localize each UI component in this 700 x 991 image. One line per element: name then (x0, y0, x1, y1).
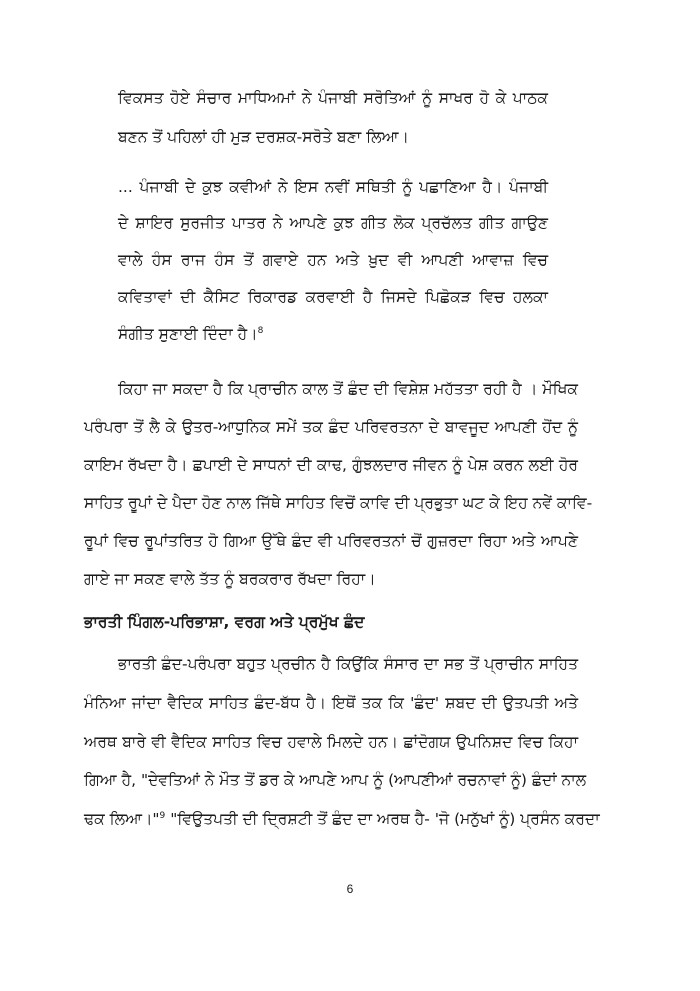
paragraph-line: ਪਰੰਪਰਾ ਤੋਂ ਲੈ ਕੇ ਉਤਰ-ਆਧੁਨਿਕ ਸਮੇਂ ਤਕ ਛੰਦ ਪਰਿਵਰਤਨਾ ਦੇ ਬਾਵਜੂਦ ਆਪਣੀ ਹੋਂਦ ਨੂੰ (84, 418, 578, 436)
quote-line: ਵਾਲੇ ਹੰਸ ਰਾਜ ਹੰਸ ਤੋਂ ਗਵਾਏ ਹਨ ਅਤੇ ਖ਼ੁਦ ਵੀ ਆਪਣੀ ਆਵਾਜ਼ ਵਿਚ (118, 251, 548, 269)
quote-last-line (118, 324, 548, 344)
footnote-ref: 9 (159, 810, 166, 821)
page-number: 6 (346, 882, 354, 896)
quote-line: ਬਣਨ ਤੋਂ ਪਹਿਲਾਂ ਹੀ ਮੁੜ ਦਰਸ਼ਕ-ਸਰੋਤੇ ਬਣਾ ਲਿਆ। (118, 128, 409, 146)
paragraph-line: ਗਿਆ ਹੈ, "ਦੇਵਤਿਆਂ ਨੇ ਮੌਤ ਤੋਂ ਡਰ ਕੇ ਆਪਣੇ ਆਪ ਨੂੰ (ਆਪਣੀਆਂ ਰਚਨਾਵਾਂ ਨੂੰ) ਛੰਦਾਂ ਨਾਲ (84, 771, 587, 789)
paragraph-line: ਕਿਹਾ ਜਾ ਸਕਦਾ ਹੈ ਕਿ ਪ੍ਰਾਚੀਨ ਕਾਲ ਤੋਂ ਛੰਦ ਦੀ ਵਿਸ਼ੇਸ਼ ਮਹੱਤਤਾ ਰਹੀ ਹੈ । ਮੌਖਿਕ (118, 380, 578, 398)
paragraph-text: "ਵਿਉਤਪਤੀ ਦੀ ਦ੍ਰਿਸ਼ਟੀ ਤੋਂ ਛੰਦ ਦਾ ਅਰਥ ਹੈ- 'ਜੋ (ਮਨੁੱਖਾਂ ਨੂੰ) ਪ੍ਰਸੰਨ ਕਰਦਾ (165, 810, 600, 828)
quote-line: ਦੇ ਸ਼ਾਇਰ ਸੁਰਜੀਤ ਪਾਤਰ ਨੇ ਆਪਣੇ ਕੁਝ ਗੀਤ ਲੋਕ ਪ੍ਰਚੱਲਤ ਗੀਤ ਗਾਉਣ (118, 214, 548, 232)
quote-line-text: ਸੰਗੀਤ ਸੁਣਾਈ ਦਿੰਦਾ ਹੈ। (118, 325, 258, 343)
paragraph-line: ਰੂਪਾਂ ਵਿਚ ਰੂਪਾਂਤਰਿਤ ਹੋ ਗਿਆ ਉੱਥੇ ਛੰਦ ਵੀ ਪਰਿਵਰਤਨਾਂ ਚੋਂ ਗੁਜ਼ਰਦਾ ਰਿਹਾ ਅਤੇ ਆਪਣੇ (84, 532, 578, 550)
paragraph-line: ਕਾਇਮ ਰੱਖਦਾ ਹੈ। ਛਪਾਈ ਦੇ ਸਾਧਨਾਂ ਦੀ ਕਾਢ, ਗੁੰਝਲਦਾਰ ਜੀਵਨ ਨੂੰ ਪੇਸ਼ ਕਰਨ ਲਈ ਹੋਰ (84, 456, 578, 474)
paragraph-text: ਢਕ ਲਿਆ।" (84, 810, 160, 828)
paragraph-line: ਅਰਥ ਬਾਰੇ ਵੀ ਵੈਦਿਕ ਸਾਹਿਤ ਵਿਚ ਹਵਾਲੇ ਮਿਲਦੇ ਹਨ। ਛਾਂਦੋਗਯ ਉਪਨਿਸ਼ਦ ਵਿਚ ਕਿਹਾ (84, 733, 578, 751)
quote-line: ਵਿਕਸਤ ਹੋਏ ਸੰਚਾਰ ਮਾਧਿਅਮਾਂ ਨੇ ਪੰਜਾਬੀ ਸਰੋਤਿਆਂ ਨੂੰ ਸਾਖਰ ਹੋ ਕੇ ਪਾਠਕ (118, 89, 548, 107)
paragraph-line: ਗਾਏ ਜਾ ਸਕਣ ਵਾਲੇ ਤੱਤ ਨੂੰ ਬਰਕਰਾਰ ਰੱਖਦਾ ਰਿਹਾ। (84, 570, 376, 588)
paragraph-line: ਭਾਰਤੀ ਛੰਦ-ਪਰੰਪਰਾ ਬਹੁਤ ਪ੍ਰਚੀਨ ਹੈ ਕਿਉਂਕਿ ਸੰਸਾਰ ਦਾ ਸਭ ਤੋਂ ਪ੍ਰਾਚੀਨ ਸਾਹਿਤ (118, 655, 578, 673)
quote-line: ... ਪੰਜਾਬੀ ਦੇ ਕੁਝ ਕਵੀਆਂ ਨੇ ਇਸ ਨਵੀਂ ਸਥਿਤੀ ਨੂੰ ਪਛਾਣਿਆ ਹੈ। ਪੰਜਾਬੀ (118, 178, 548, 196)
paragraph-line: ਮੰਨਿਆ ਜਾਂਦਾ ਵੈਦਿਕ ਸਾਹਿਤ ਛੰਦ-ਬੱਧ ਹੈ। ਇਥੋਂ ਤਕ ਕਿ 'ਛੰਦ' ਸ਼ਬਦ ਦੀ ਉਤਪਤੀ ਅਤੇ (84, 694, 578, 712)
paragraph-line: ਸਾਹਿਤ ਰੂਪਾਂ ਦੇ ਪੈਦਾ ਹੋਣ ਨਾਲ ਜਿੱਥੇ ਸਾਹਿਤ ਵਿਚੋਂ ਕਾਵਿ ਦੀ ਪ੍ਰਭੁਤਾ ਘਟ ਕੇ ਇਹ ਨਵੇਂ ਕਾਵਿ- (84, 494, 593, 512)
paragraph-last-line (84, 809, 600, 829)
quote-line: ਕਵਿਤਾਵਾਂ ਦੀ ਕੈਸਿਟ ਰਿਕਾਰਡ ਕਰਵਾਈ ਹੈ ਜਿਸਦੇ ਪਿਛੋਕੜ ਵਿਚ ਹਲਕਾ (118, 288, 548, 306)
section-heading: ਭਾਰਤੀ ਪਿੰਗਲ-ਪਰਿਭਾਸ਼ਾ, ਵਰਗ ਅਤੇ ਪ੍ਰਮੁੱਖ ਛੰਦ (84, 613, 365, 631)
footnote-ref: 8 (257, 325, 264, 336)
